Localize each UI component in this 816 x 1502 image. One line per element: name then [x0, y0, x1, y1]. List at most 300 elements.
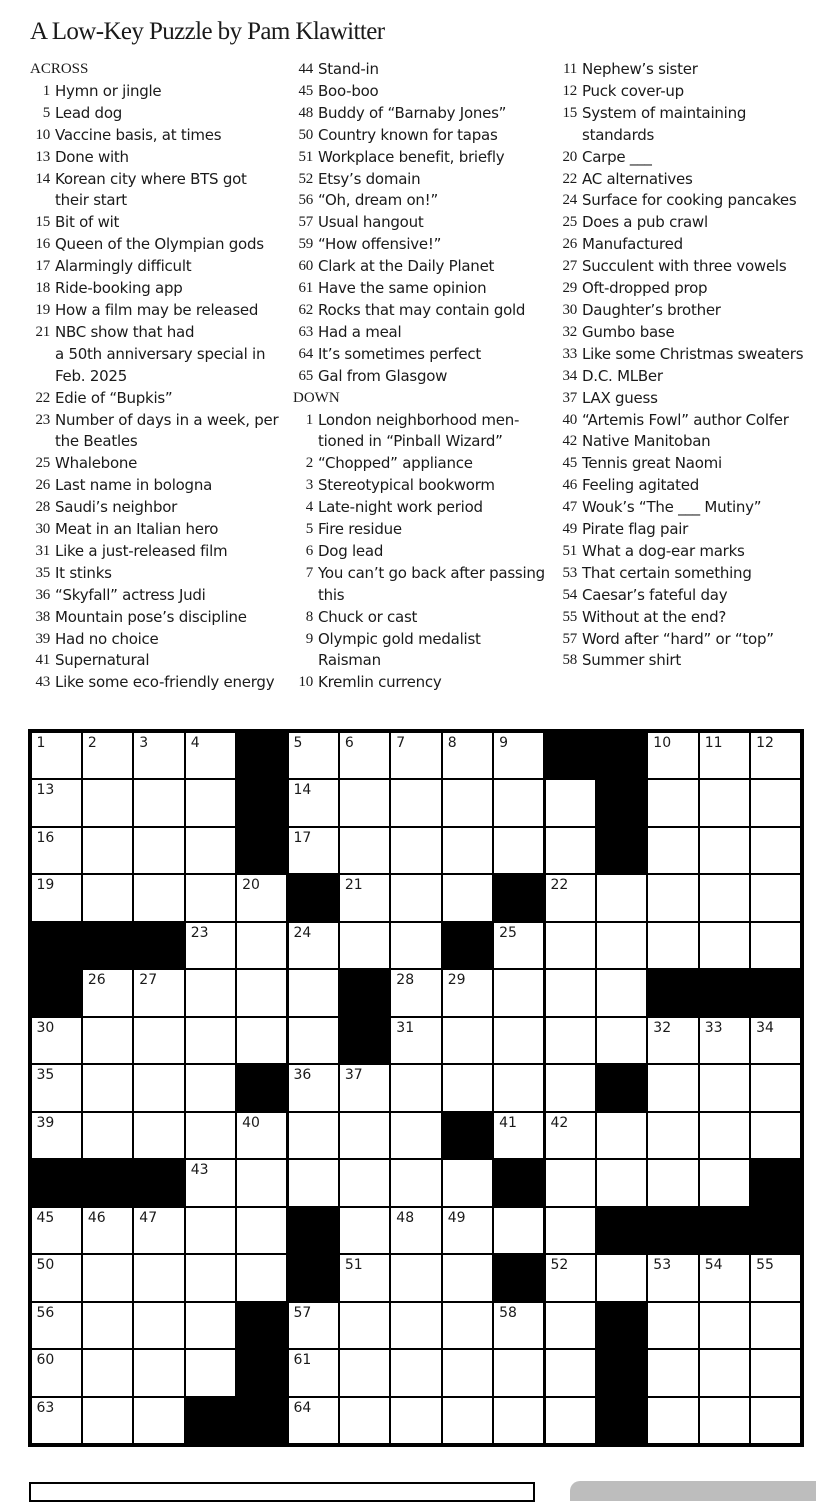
grid-cell[interactable] [32, 1018, 81, 1064]
clue-text: Tennis great Naomi [582, 454, 722, 473]
block-cell [597, 828, 648, 876]
grid-cell[interactable] [134, 828, 183, 874]
clue-number: 7 [305, 564, 313, 581]
clue-down-45 [557, 453, 807, 475]
clue-across-17 [30, 256, 292, 278]
grid-cell[interactable] [391, 1398, 440, 1444]
grid-cell[interactable] [289, 923, 338, 969]
grid-cell[interactable] [494, 1065, 543, 1111]
clue-text: Rocks that may contain gold [318, 300, 526, 319]
grid-cell[interactable] [83, 1208, 132, 1254]
grid-cell[interactable] [443, 733, 492, 779]
grid-cell[interactable] [700, 828, 749, 874]
clue-number: 6 [305, 542, 313, 559]
block-cell [494, 1255, 545, 1303]
grid-cell[interactable] [134, 1208, 183, 1254]
grid-cell[interactable] [340, 780, 389, 826]
grid-cell[interactable] [237, 1113, 286, 1159]
grid-cell[interactable] [289, 1160, 338, 1206]
clue-across-13 [30, 147, 292, 169]
grid-cell[interactable] [83, 1350, 132, 1396]
grid-cell[interactable] [546, 1303, 595, 1349]
grid-cell[interactable] [546, 1255, 595, 1301]
grid-cell[interactable] [186, 733, 235, 779]
grid-cell[interactable] [83, 780, 132, 826]
grid-cell[interactable] [597, 875, 646, 921]
grid-cell[interactable] [751, 780, 800, 826]
grid-cell[interactable] [648, 875, 697, 921]
grid-cell[interactable] [648, 1398, 697, 1444]
grid-cell[interactable] [391, 923, 440, 969]
clue-number: 13 [35, 148, 50, 165]
grid-cell[interactable] [700, 1018, 749, 1064]
block-cell [443, 1113, 494, 1161]
grid-cell[interactable] [648, 923, 697, 969]
cell-number: 29 [447, 972, 466, 989]
clue-across-21 [30, 322, 292, 388]
grid-cell[interactable] [237, 923, 286, 969]
clue-text: You can’t go back after passing [318, 563, 545, 582]
grid-cell[interactable] [546, 1208, 595, 1254]
clue-number: 23 [35, 411, 50, 428]
clue-down-29 [557, 278, 807, 300]
grid-cell[interactable] [83, 970, 132, 1016]
grid-cell[interactable] [391, 1303, 440, 1349]
grid-cell[interactable] [32, 1065, 81, 1111]
grid-cell[interactable] [340, 1398, 389, 1444]
grid-cell[interactable] [546, 1065, 595, 1111]
clue-number: 11 [563, 61, 577, 77]
cell-number: 11 [704, 734, 723, 751]
clue-text: London neighborhood men- [318, 410, 520, 429]
clue-across-39 [30, 629, 292, 651]
clue-text: Edie of “Bupkis” [55, 388, 173, 407]
clue-down-37 [557, 388, 807, 410]
clue-text: That certain something [582, 563, 752, 582]
clue-text: Late-night work period [318, 498, 483, 517]
clue-text: Whalebone [55, 454, 138, 473]
grid-cell[interactable] [340, 1113, 389, 1159]
grid-cell[interactable] [494, 970, 543, 1016]
cell-number: 8 [447, 734, 457, 751]
grid-cell[interactable] [648, 733, 697, 779]
grid-cell[interactable] [289, 828, 338, 874]
grid-cell[interactable] [700, 1160, 749, 1206]
grid-cell[interactable] [751, 1255, 800, 1301]
grid-cell[interactable] [648, 780, 697, 826]
grid-cell[interactable] [186, 1018, 235, 1064]
grid-cell[interactable] [32, 828, 81, 874]
grid-cell[interactable] [648, 1255, 697, 1301]
grid-cell[interactable] [186, 923, 235, 969]
clue-text: Had a meal [318, 322, 402, 341]
grid-cell[interactable] [83, 1398, 132, 1444]
grid-cell[interactable] [289, 1398, 338, 1444]
cell-number: 40 [242, 1114, 260, 1131]
clue-across-65 [293, 366, 555, 388]
cell-number: 47 [139, 1209, 158, 1226]
grid-cell[interactable] [340, 1303, 389, 1349]
clue-down-10 [293, 672, 555, 694]
grid-cell[interactable] [391, 1208, 440, 1254]
grid-cell[interactable] [751, 1350, 800, 1396]
grid-cell[interactable] [443, 780, 492, 826]
grid-cell[interactable] [494, 1398, 543, 1444]
block-cell [237, 1398, 288, 1446]
grid-cell[interactable] [443, 970, 492, 1016]
grid-cell[interactable] [134, 1350, 183, 1396]
cell-number: 10 [653, 734, 672, 751]
grid-cell[interactable] [494, 1303, 543, 1349]
grid-cell[interactable] [751, 875, 800, 921]
grid-cell[interactable] [32, 1208, 81, 1254]
grid-cell[interactable] [700, 780, 749, 826]
grid-cell[interactable] [700, 1255, 749, 1301]
grid-cell[interactable] [391, 1350, 440, 1396]
block-cell [751, 1208, 802, 1256]
grid-cell[interactable] [546, 970, 595, 1016]
clue-number: 45 [562, 455, 577, 472]
grid-cell[interactable] [494, 1350, 543, 1396]
clue-text: “Skyfall” actress Judi [55, 585, 206, 604]
grid-cell[interactable] [443, 828, 492, 874]
grid-cell[interactable] [494, 1018, 543, 1064]
down-heading: DOWN [293, 389, 340, 406]
grid-cell[interactable] [648, 828, 697, 874]
clue-number: 19 [35, 301, 50, 318]
grid-cell[interactable] [700, 875, 749, 921]
clue-column-1 [30, 59, 292, 694]
grid-cell[interactable] [83, 875, 132, 921]
grid-cell[interactable] [391, 1255, 440, 1301]
grid-cell[interactable] [751, 1018, 800, 1064]
grid-cell[interactable] [289, 1113, 338, 1159]
grid-cell[interactable] [751, 828, 800, 874]
block-cell [237, 1350, 288, 1398]
clue-across-16 [30, 234, 292, 256]
grid-cell[interactable] [597, 1018, 646, 1064]
grid-cell[interactable] [751, 1303, 800, 1349]
grid-cell[interactable] [494, 828, 543, 874]
cell-number: 25 [499, 924, 517, 941]
clue-number: 28 [35, 499, 50, 516]
grid-cell[interactable] [340, 828, 389, 874]
grid-cell[interactable] [186, 1065, 235, 1111]
grid-cell[interactable] [340, 1160, 389, 1206]
grid-cell[interactable] [340, 1350, 389, 1396]
grid-cell[interactable] [391, 1065, 440, 1111]
clue-number: 18 [35, 280, 50, 297]
clue-text: “Artemis Fowl” author Colfer [582, 410, 789, 429]
grid-cell[interactable] [391, 970, 440, 1016]
grid-cell[interactable] [494, 780, 543, 826]
grid-cell[interactable] [289, 1065, 338, 1111]
grid-cell[interactable] [443, 875, 492, 921]
grid-cell[interactable] [597, 970, 646, 1016]
cell-number: 48 [396, 1209, 415, 1226]
cell-number: 50 [36, 1257, 55, 1274]
grid-cell[interactable] [134, 1303, 183, 1349]
clue-down-27 [557, 256, 807, 278]
grid-cell[interactable] [83, 733, 132, 779]
clue-text: Had no choice [55, 629, 159, 648]
cell-number: 53 [653, 1257, 672, 1274]
clue-number: 21 [35, 323, 50, 340]
grid-cell[interactable] [134, 1113, 183, 1159]
grid-cell[interactable] [237, 1208, 286, 1254]
block-cell [751, 970, 802, 1018]
grid-cell[interactable] [546, 1113, 595, 1159]
grid-cell[interactable] [443, 1208, 492, 1254]
grid-cell[interactable] [186, 780, 235, 826]
clue-down-1 [293, 410, 555, 454]
grid-cell[interactable] [83, 1018, 132, 1064]
grid-cell[interactable] [546, 923, 595, 969]
clue-number: 59 [298, 236, 313, 253]
grid-cell[interactable] [186, 1255, 235, 1301]
grid-cell[interactable] [32, 1303, 81, 1349]
grid-cell[interactable] [340, 733, 389, 779]
cell-number: 26 [87, 972, 106, 989]
grid-cell[interactable] [700, 1303, 749, 1349]
grid-cell[interactable] [83, 1113, 132, 1159]
clue-text: Feeling agitated [582, 476, 699, 495]
grid-cell[interactable] [32, 1255, 81, 1301]
grid-cell[interactable] [751, 1113, 800, 1159]
grid-cell[interactable] [237, 1255, 286, 1301]
grid-cell[interactable] [134, 1065, 183, 1111]
clue-number: 10 [35, 126, 50, 143]
grid-cell[interactable] [494, 733, 543, 779]
grid-cell[interactable] [546, 780, 595, 826]
clue-number: 2 [305, 455, 313, 472]
grid-cell[interactable] [751, 733, 800, 779]
grid-cell[interactable] [340, 1255, 389, 1301]
grid-cell[interactable] [391, 1160, 440, 1206]
clue-text: LAX guess [582, 388, 658, 407]
block-cell [340, 970, 391, 1018]
grid-cell[interactable] [186, 828, 235, 874]
clue-across-23 [30, 410, 292, 454]
cell-number: 64 [293, 1399, 312, 1416]
grid-cell[interactable] [443, 1398, 492, 1444]
clue-number: 45 [298, 82, 313, 99]
grid-cell[interactable] [700, 733, 749, 779]
grid-cell[interactable] [648, 1160, 697, 1206]
grid-cell[interactable] [289, 1350, 338, 1396]
grid-cell[interactable] [443, 1255, 492, 1301]
clue-text: Mountain pose’s discipline [55, 607, 247, 626]
grid-cell[interactable] [700, 1065, 749, 1111]
clue-text: Olympic gold medalist [318, 629, 481, 648]
grid-cell[interactable] [340, 1208, 389, 1254]
block-cell [700, 1208, 751, 1256]
clue-text: their start [55, 191, 127, 210]
clue-text: Etsy’s domain [318, 169, 421, 188]
grid-cell[interactable] [700, 1350, 749, 1396]
grid-cell[interactable] [83, 1303, 132, 1349]
grid-cell[interactable] [289, 1303, 338, 1349]
across-heading: ACROSS [30, 61, 89, 77]
grid-cell[interactable] [443, 1160, 492, 1206]
clue-text: Have the same opinion [318, 279, 487, 298]
grid-cell[interactable] [134, 970, 183, 1016]
grid-cell[interactable] [700, 923, 749, 969]
grid-cell[interactable] [391, 875, 440, 921]
clue-text: Number of days in a week, per [55, 410, 279, 429]
grid-cell[interactable] [340, 1065, 389, 1111]
grid-cell[interactable] [546, 875, 595, 921]
grid-cell[interactable] [134, 780, 183, 826]
grid-cell[interactable] [289, 733, 338, 779]
grid-cell[interactable] [751, 1065, 800, 1111]
grid-cell[interactable] [289, 780, 338, 826]
grid-cell[interactable] [289, 1018, 338, 1064]
grid-cell[interactable] [443, 1018, 492, 1064]
cell-number: 55 [756, 1257, 774, 1274]
clue-text: Caesar’s fateful day [582, 585, 728, 604]
clue-across-41 [30, 650, 292, 672]
grid-cell[interactable] [597, 1160, 646, 1206]
grid-cell[interactable] [186, 1208, 235, 1254]
cell-number: 14 [293, 782, 312, 799]
grid-cell[interactable] [32, 875, 81, 921]
clue-down-47 [557, 497, 807, 519]
crossword-grid [28, 729, 804, 1447]
grid-cell[interactable] [391, 828, 440, 874]
clue-number: 54 [562, 586, 577, 603]
grid-cell[interactable] [186, 1350, 235, 1396]
grid-cell[interactable] [546, 1160, 595, 1206]
grid-cell[interactable] [391, 733, 440, 779]
clue-across-52 [293, 169, 555, 191]
block-cell [597, 733, 648, 781]
grid-cell[interactable] [597, 1113, 646, 1159]
block-cell [494, 875, 545, 923]
grid-cell[interactable] [237, 970, 286, 1016]
clue-text: a 50th anniversary special in [55, 344, 266, 363]
grid-cell[interactable] [648, 1018, 697, 1064]
grid-cell[interactable] [648, 1065, 697, 1111]
clue-across-25 [30, 453, 292, 475]
grid-cell[interactable] [32, 733, 81, 779]
clue-text: “Chopped” appliance [318, 454, 473, 473]
grid-cell[interactable] [648, 1350, 697, 1396]
grid-cell[interactable] [134, 1398, 183, 1444]
grid-cell[interactable] [597, 1255, 646, 1301]
grid-cell[interactable] [648, 1303, 697, 1349]
grid-cell[interactable] [443, 1350, 492, 1396]
clue-down-3 [293, 475, 555, 497]
grid-cell[interactable] [391, 1113, 440, 1159]
clue-down-6 [293, 541, 555, 563]
grid-cell[interactable] [546, 1398, 595, 1444]
clue-number: 61 [298, 280, 313, 297]
clue-number: 39 [35, 630, 50, 647]
clue-text: Summer shirt [582, 651, 681, 670]
cell-number: 60 [36, 1352, 55, 1369]
cell-number: 31 [396, 1019, 415, 1036]
grid-cell[interactable] [32, 1113, 81, 1159]
grid-cell[interactable] [391, 780, 440, 826]
grid-cell[interactable] [443, 1303, 492, 1349]
grid-cell[interactable] [700, 1398, 749, 1444]
grid-cell[interactable] [597, 923, 646, 969]
grid-cell[interactable] [289, 970, 338, 1016]
grid-cell[interactable] [134, 1255, 183, 1301]
clue-down-46 [557, 475, 807, 497]
clue-across-45 [293, 81, 555, 103]
clue-across-60 [293, 256, 555, 278]
clue-down-57 [557, 629, 807, 651]
grid-cell[interactable] [32, 780, 81, 826]
grid-cell[interactable] [751, 923, 800, 969]
grid-cell[interactable] [340, 875, 389, 921]
grid-cell[interactable] [494, 923, 543, 969]
grid-cell[interactable] [340, 923, 389, 969]
clue-text: Feb. 2025 [55, 366, 128, 385]
grid-cell[interactable] [546, 828, 595, 874]
cell-number: 42 [550, 1114, 569, 1131]
cell-number: 20 [242, 877, 260, 894]
grid-cell[interactable] [494, 1113, 543, 1159]
grid-cell[interactable] [186, 1303, 235, 1349]
clue-text: Does a pub crawl [582, 213, 708, 232]
clue-number: 15 [35, 214, 50, 231]
cell-number: 57 [293, 1304, 312, 1321]
grid-cell[interactable] [32, 1350, 81, 1396]
clue-number: 1 [42, 82, 50, 99]
grid-cell[interactable] [186, 1113, 235, 1159]
cell-number: 45 [36, 1209, 55, 1226]
grid-cell[interactable] [83, 1255, 132, 1301]
grid-cell[interactable] [186, 970, 235, 1016]
clue-text: tioned in “Pinball Wizard” [318, 432, 503, 451]
clue-number: 34 [562, 367, 577, 384]
cell-number: 56 [36, 1304, 55, 1321]
grid-cell[interactable] [443, 1065, 492, 1111]
clue-number: 24 [562, 192, 577, 209]
grid-cell[interactable] [751, 1398, 800, 1444]
grid-cell[interactable] [83, 828, 132, 874]
grid-cell[interactable] [237, 875, 286, 921]
clue-across-36 [30, 585, 292, 607]
grid-cell[interactable] [494, 1208, 543, 1254]
grid-cell[interactable] [134, 1018, 183, 1064]
grid-cell[interactable] [546, 1350, 595, 1396]
grid-cell[interactable] [134, 733, 183, 779]
clue-down-51 [557, 541, 807, 563]
grid-cell[interactable] [391, 1018, 440, 1064]
grid-cell[interactable] [648, 1113, 697, 1159]
grid-cell[interactable] [134, 875, 183, 921]
grid-cell[interactable] [32, 1398, 81, 1444]
grid-cell[interactable] [237, 1018, 286, 1064]
clue-number: 53 [562, 564, 577, 581]
grid-cell[interactable] [186, 875, 235, 921]
clue-text: Wouk’s “The ___ Mutiny” [582, 498, 762, 517]
clue-across-19 [30, 300, 292, 322]
cell-number: 33 [704, 1019, 723, 1036]
grid-cell[interactable] [700, 1113, 749, 1159]
grid-cell[interactable] [186, 1160, 235, 1206]
grid-cell[interactable] [546, 1018, 595, 1064]
grid-cell[interactable] [237, 1160, 286, 1206]
clue-across-31 [30, 541, 292, 563]
clue-across-62 [293, 300, 555, 322]
grid-cell[interactable] [83, 1065, 132, 1111]
clue-number: 47 [562, 499, 577, 516]
